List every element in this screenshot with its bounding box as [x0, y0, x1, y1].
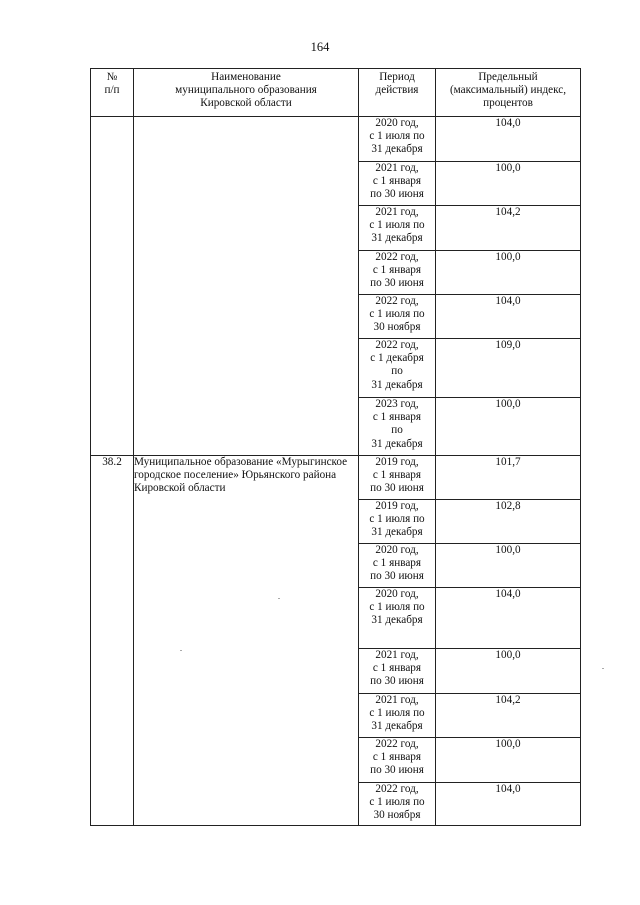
header-number — [91, 69, 134, 117]
scan-speck — [180, 650, 182, 651]
index-value-cell: 104,0 — [436, 588, 581, 649]
period-line: 31 декабря — [371, 614, 423, 627]
index-value-cell: 100,0 — [436, 162, 581, 206]
period-cell — [359, 339, 436, 398]
period-line: 2022 год, — [375, 783, 419, 795]
period-line: 2021 год, — [375, 694, 419, 706]
period-line: по — [391, 365, 403, 378]
period-line: 2021 год, — [375, 206, 419, 218]
header-number-line: п/п — [104, 84, 120, 97]
period-line: с 1 января — [372, 264, 422, 277]
index-value-cell: 100,0 — [436, 544, 581, 588]
period-line: с 1 января — [372, 175, 422, 188]
index-value-cell: 104,2 — [436, 206, 581, 251]
index-value-cell: 102,8 — [436, 500, 581, 544]
period-line: с 1 июля по — [369, 601, 425, 614]
period-cell — [359, 117, 436, 162]
period-line: 31 декабря — [371, 143, 423, 156]
period-line: с 1 января — [372, 751, 422, 764]
period-line: 31 декабря — [371, 378, 423, 391]
index-value-cell: 100,0 — [436, 738, 581, 783]
period-cell — [359, 544, 436, 588]
period-cell — [359, 694, 436, 738]
index-value-cell: 100,0 — [436, 398, 581, 456]
index-value-cell: 109,0 — [436, 339, 581, 398]
period-cell — [359, 588, 436, 649]
period-line: 31 декабря — [371, 232, 423, 245]
period-cell — [359, 500, 436, 544]
header-municipality-line: Кировской области — [200, 97, 292, 110]
header-municipality — [134, 69, 359, 117]
period-line: по 30 июня — [370, 482, 424, 495]
table-row — [91, 117, 581, 162]
period-cell — [359, 783, 436, 826]
scan-speck — [602, 668, 604, 669]
period-line: 31 декабря — [371, 526, 423, 539]
period-line: 2019 год, — [375, 500, 419, 512]
period-line: с 1 июля по — [369, 513, 425, 526]
index-value-cell: 104,0 — [436, 117, 581, 162]
index-value-cell: 104,0 — [436, 783, 581, 826]
period-cell — [359, 251, 436, 295]
header-municipality-line: муниципального образования — [175, 84, 317, 97]
period-line: 2019 год, — [375, 456, 419, 468]
index-value-cell: 100,0 — [436, 649, 581, 694]
period-line: по 30 июня — [370, 570, 424, 583]
header-municipality-line: Наименование — [211, 71, 281, 83]
period-line: по 30 июня — [370, 764, 424, 777]
period-cell — [359, 162, 436, 206]
page-number: 164 — [310, 40, 330, 54]
period-line: 2020 год, — [375, 544, 419, 556]
municipality-name-cell — [134, 117, 359, 456]
period-line: 2020 год, — [375, 588, 419, 600]
period-line: 2023 год, — [375, 398, 419, 410]
period-line: по 30 июня — [370, 277, 424, 290]
period-line: с 1 января — [372, 469, 422, 482]
period-line: с 1 января — [372, 411, 422, 424]
period-line: по — [391, 424, 403, 437]
row-number-cell: 38.2 — [91, 456, 134, 826]
index-value-cell: 104,0 — [436, 295, 581, 339]
period-line: 31 декабря — [371, 437, 423, 450]
period-cell — [359, 456, 436, 500]
header-number-line: № — [106, 71, 118, 83]
period-line: по 30 июня — [370, 188, 424, 201]
period-line: 2021 год, — [375, 162, 419, 174]
period-cell — [359, 738, 436, 783]
header-index-line: (максимальный) индекс, — [449, 84, 567, 97]
period-line: 2020 год, — [375, 117, 419, 129]
table-row — [91, 456, 581, 500]
header-index — [436, 69, 581, 117]
period-line: с 1 июля по — [369, 219, 425, 232]
municipality-name-cell: Муниципальное образование «Мурыгинское городское поселение» Юрьянского района Кировской области — [134, 456, 359, 826]
period-line: 2022 год, — [375, 251, 419, 263]
period-cell — [359, 206, 436, 251]
index-value-cell: 101,7 — [436, 456, 581, 500]
tariff-index-table — [90, 68, 581, 826]
period-line: 2022 год, — [375, 295, 419, 307]
header-period-line: действия — [375, 84, 419, 97]
period-line: с 1 июля по — [369, 796, 425, 809]
period-line: 30 ноября — [373, 809, 421, 822]
period-line: 2022 год, — [375, 339, 419, 351]
index-value-cell: 100,0 — [436, 251, 581, 295]
period-line: по 30 июня — [370, 675, 424, 688]
header-period-line: Период — [379, 71, 415, 83]
period-line: с 1 июля по — [369, 707, 425, 720]
period-line: с 1 января — [372, 662, 422, 675]
header-index-line: процентов — [483, 97, 533, 110]
header-period — [359, 69, 436, 117]
row-number-cell — [91, 117, 134, 456]
period-line: с 1 июля по — [369, 308, 425, 321]
period-line: 30 ноября — [373, 321, 421, 334]
period-line: с 1 июля по — [369, 130, 425, 143]
period-line: 2022 год, — [375, 738, 419, 750]
period-line: с 1 января — [372, 557, 422, 570]
index-value-cell: 104,2 — [436, 694, 581, 738]
period-line: 2021 год, — [375, 649, 419, 661]
period-line: 31 декабря — [371, 720, 423, 733]
scan-speck — [278, 598, 280, 599]
table-body — [91, 117, 581, 826]
period-cell — [359, 649, 436, 694]
period-line: с 1 декабря — [370, 352, 424, 365]
period-cell — [359, 295, 436, 339]
header-index-line: Предельный — [478, 71, 538, 83]
period-cell — [359, 398, 436, 456]
table-header-row — [91, 69, 581, 117]
